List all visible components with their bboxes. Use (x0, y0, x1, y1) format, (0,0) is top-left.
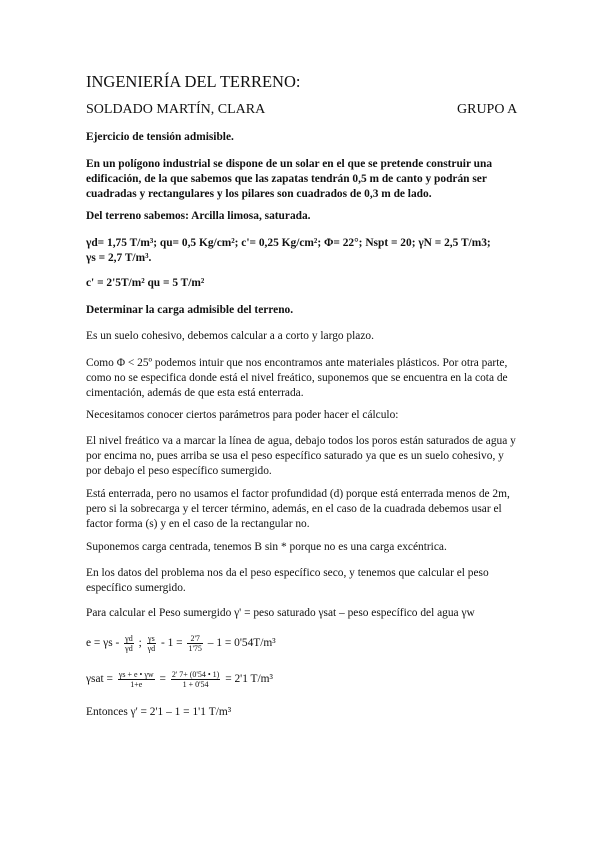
exercise-heading: Ejercicio de tensión admisible. (86, 131, 234, 143)
paragraph-3: Necesitamos conocer ciertos parámetros para poder hacer el cálculo: (86, 409, 399, 421)
parameters-line-3: c' = 2'5T/m² qu = 5 T/m² (86, 277, 205, 289)
parameters-line-1: γd= 1,75 T/m³; qu= 0,5 Kg/cm²; c'= 0,25 Kg/cm²; Φ= 22°; Nspt = 20; γN = 2,5 T/m3; (86, 237, 491, 249)
author-name: SOLDADO MARTÍN, CLARA (86, 102, 266, 117)
group-label: GRUPO A (457, 102, 518, 117)
equation-text: = (159, 673, 166, 686)
equation-text: e = γs - (86, 637, 120, 650)
fraction: $\frac{2'7}{1'75}$ (188, 634, 202, 653)
fraction: $\frac{\gamma d}{\gamma d}$ (125, 634, 133, 653)
fraction: $\frac{2' 7+ (0'54 • 1)}{1 + 0'54}$ (171, 670, 220, 689)
equation-text: γsat = (86, 673, 113, 686)
equation-text: - 1 = (161, 637, 183, 650)
parameters-line-2: γs = 2,7 T/m³. (86, 252, 152, 264)
terrain-description: Del terreno sabemos: Arcilla limosa, saturada. (86, 210, 311, 222)
void-ratio-equation (86, 634, 516, 653)
paragraph-2: Como Φ < 25º podemos intuir que nos encontramos ante materiales plásticos. Por otra parte, como no se especifica donde está el nivel freático, suponemos que se encuentra en la cota de cimentación, además de que esta está enterrada. (86, 357, 508, 399)
exercise-statement: En un polígono industrial se dispone de un solar en el que se pretende construir una edificación, de la que sabemos que las zapatas tendrán 0,5 m de canto y podrán ser cuadradas y rectangulares y los pilares son cuadrados de 0,3 m de lado. (86, 158, 493, 200)
saturated-weight-equation (86, 670, 516, 689)
fraction: $\frac{\gamma s}{\gamma d}$ (147, 634, 156, 653)
task-statement: Determinar la carga admisible del terreno. (86, 304, 294, 316)
paragraph-1: Es un suelo cohesivo, debemos calcular a a corto y largo plazo. (86, 330, 374, 342)
equation-text: = 2'1 T/m³ (225, 673, 273, 686)
paragraph-8: Para calcular el Peso sumergido γ' = peso saturado γsat – peso específico del agua γw (86, 607, 475, 619)
paragraph-6: Suponemos carga centrada, tenemos B sin * porque no es una carga excéntrica. (86, 541, 447, 553)
paragraph-5: Está enterrada, pero no usamos el factor profundidad (d) porque está enterrada menos de 2m, pero si la sobrecarga y el tercer término, además, en el caso de la cuadrada debemos usar el factor forma (s) y en el caso de la rectangular no. (86, 488, 510, 530)
submerged-weight-result: Entonces γ' = 2'1 – 1 = 1'1 T/m³ (86, 706, 232, 718)
document-title: INGENIERÍA DEL TERRENO: (86, 72, 301, 91)
equation-text: ; (138, 637, 142, 650)
paragraph-7: En los datos del problema nos da el peso específico seco, y tenemos que calcular el peso específico sumergido. (86, 567, 489, 594)
fraction: $\frac{\gamma s + e • \gamma w}{1+e}$ (118, 670, 154, 689)
equation-text: – 1 = 0'54T/m³ (207, 637, 276, 650)
paragraph-4: El nivel freático va a marcar la línea de agua, debajo todos los poros están saturados de agua y por encima no, pues arriba se usa el peso específico saturado ya que es un suelo cohesivo, y por debajo el peso específico sumergido. (86, 435, 516, 477)
